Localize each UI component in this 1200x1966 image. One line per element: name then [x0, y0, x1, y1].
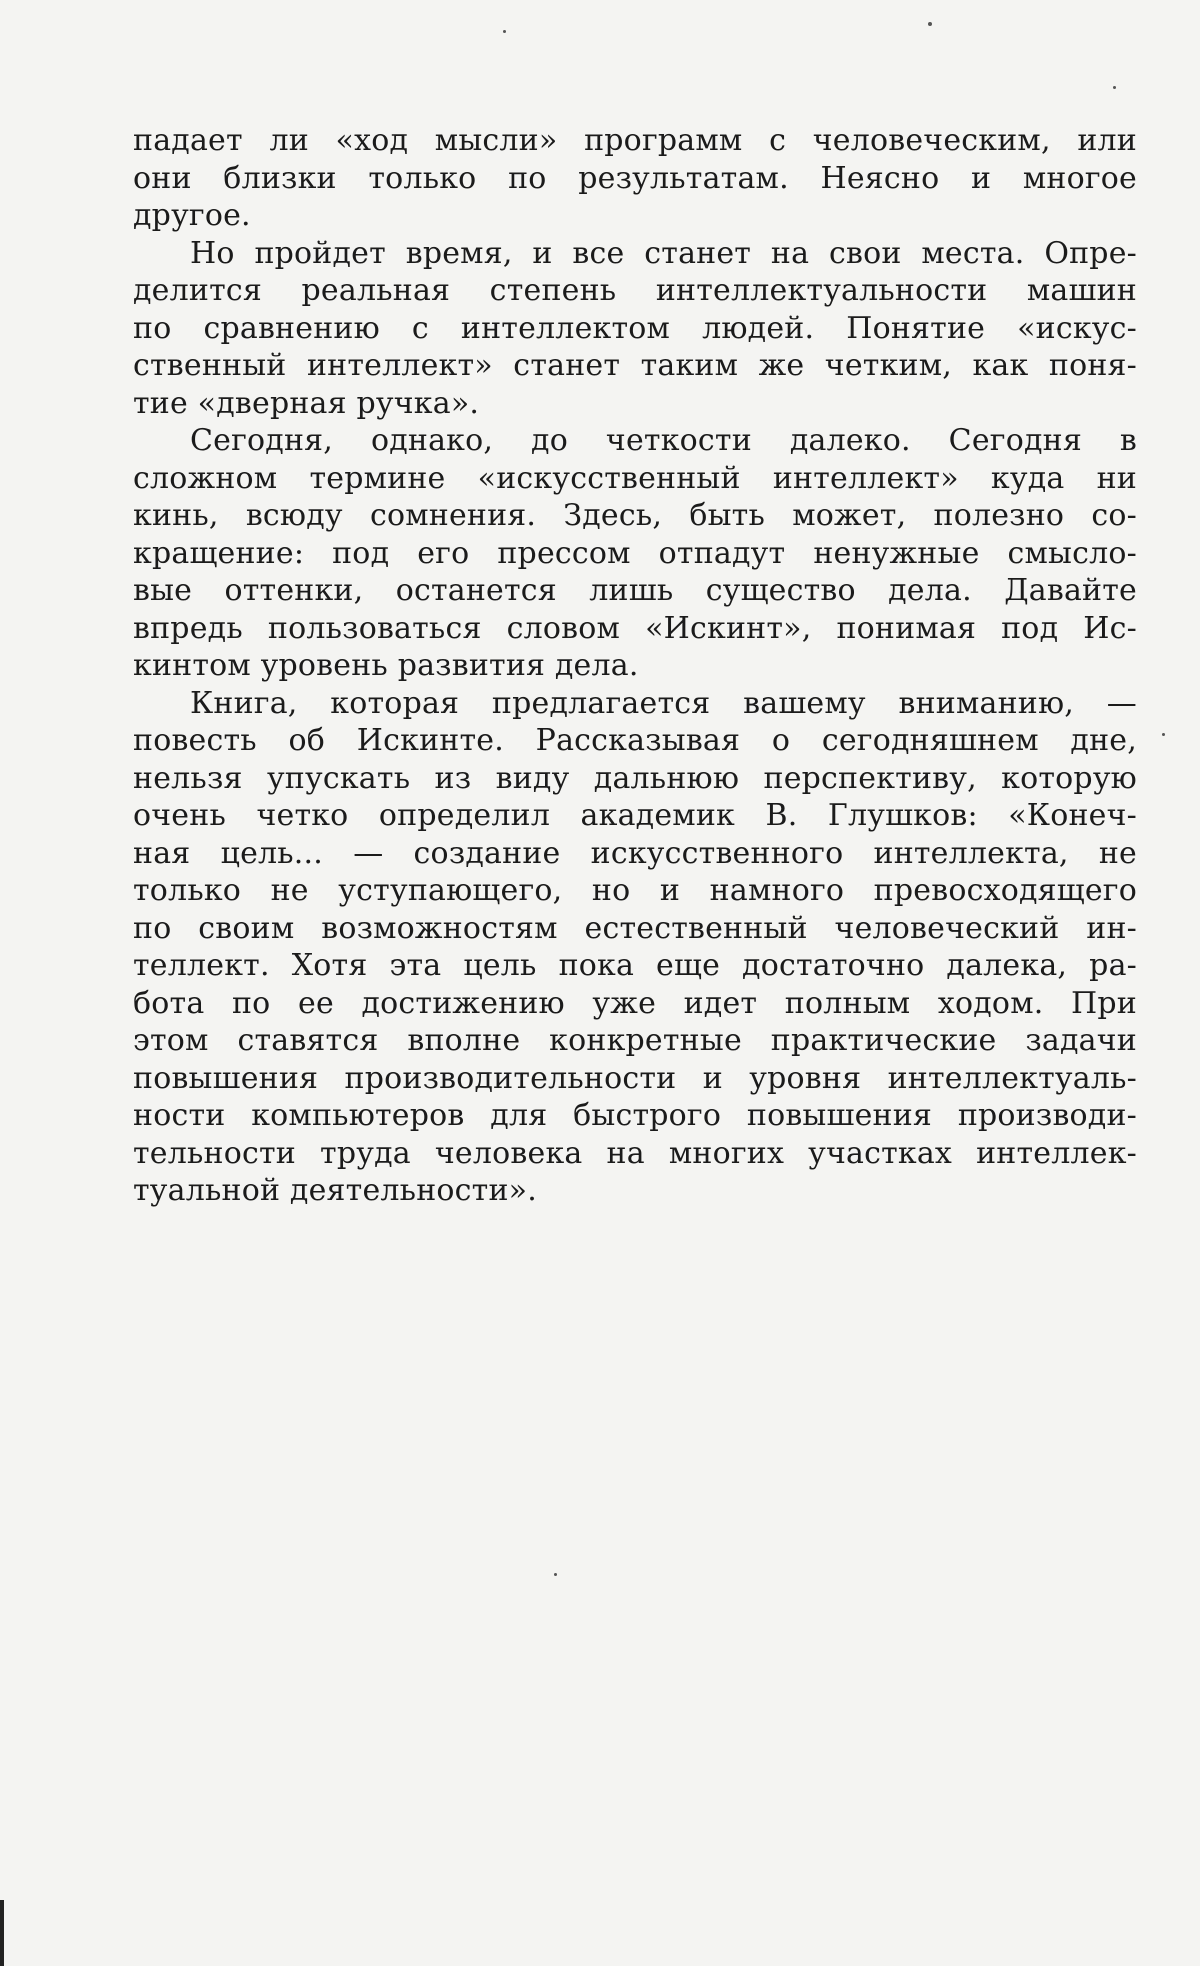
text-line: вые оттенки, останется лишь существо дела. Давайте	[133, 573, 1137, 608]
text-line: ственный интеллект» станет таким же четким, как поня-	[133, 348, 1137, 383]
text-line: впредь пользоваться словом «Искинт», понимая под Ис-	[133, 610, 1137, 646]
scan-speck	[928, 22, 932, 26]
text-line: очень четко определил академик В. Глушков: «Конеч-	[133, 798, 1137, 833]
paragraph-first-line: Но пройдет время, и все станет на свои места. Опре-	[190, 235, 1137, 271]
text-line: тие «дверная ручка».	[133, 385, 480, 421]
body-text	[133, 122, 1137, 1210]
text-line: кинтом уровень развития дела.	[133, 648, 639, 683]
text-line: туальной деятельности».	[133, 1173, 537, 1208]
text-line: кращение: под его прессом отпадут ненужные смысло-	[133, 535, 1137, 571]
text-line: тельности труда человека на многих участках интеллек-	[133, 1135, 1137, 1171]
paragraph-first-line: Сегодня, однако, до четкости далеко. Сегодня в	[190, 423, 1137, 458]
text-line: повышения производительности и уровня интеллектуаль-	[133, 1060, 1137, 1096]
text-line: по сравнению с интеллектом людей. Понятие «искус-	[133, 310, 1137, 346]
text-line: ности компьютеров для быстрого повышения производи-	[133, 1098, 1137, 1133]
text-line: бота по ее достижению уже идет полным ходом. При	[133, 985, 1137, 1021]
text-line: делится реальная степень интеллектуальности машин	[133, 273, 1137, 308]
scan-speck	[1113, 86, 1116, 89]
text-line: этом ставятся вполне конкретные практические задачи	[133, 1023, 1137, 1058]
text-line: нельзя упускать из виду дальнюю перспективу, которую	[133, 760, 1137, 796]
text-line: другое.	[133, 198, 251, 233]
scan-speck	[554, 1573, 557, 1576]
text-line: только не уступающего, но и намного превосходящего	[133, 873, 1137, 908]
text-line: они близки только по результатам. Неясно и многое	[133, 160, 1137, 196]
text-line: теллект. Хотя эта цель пока еще достаточно далека, ра-	[133, 948, 1137, 983]
text-line: кинь, всюду сомнения. Здесь, быть может, полезно со-	[133, 498, 1137, 533]
text-line: падает ли «ход мысли» программ с человеческим, или	[133, 123, 1137, 158]
text-line: ная цель... — создание искусственного интеллекта, не	[133, 835, 1137, 871]
text-line: сложном термине «искусственный интеллект» куда ни	[133, 460, 1137, 496]
text-line: по своим возможностям естественный человеческий ин-	[133, 910, 1137, 946]
scan-speck	[1162, 733, 1165, 736]
scan-edge-shadow	[0, 1900, 4, 1966]
scan-speck	[503, 30, 506, 33]
paragraph-first-line: Книга, которая предлагается вашему вниманию, —	[190, 685, 1137, 721]
text-line: повесть об Искинте. Рассказывая о сегодняшнем дне,	[133, 723, 1137, 758]
